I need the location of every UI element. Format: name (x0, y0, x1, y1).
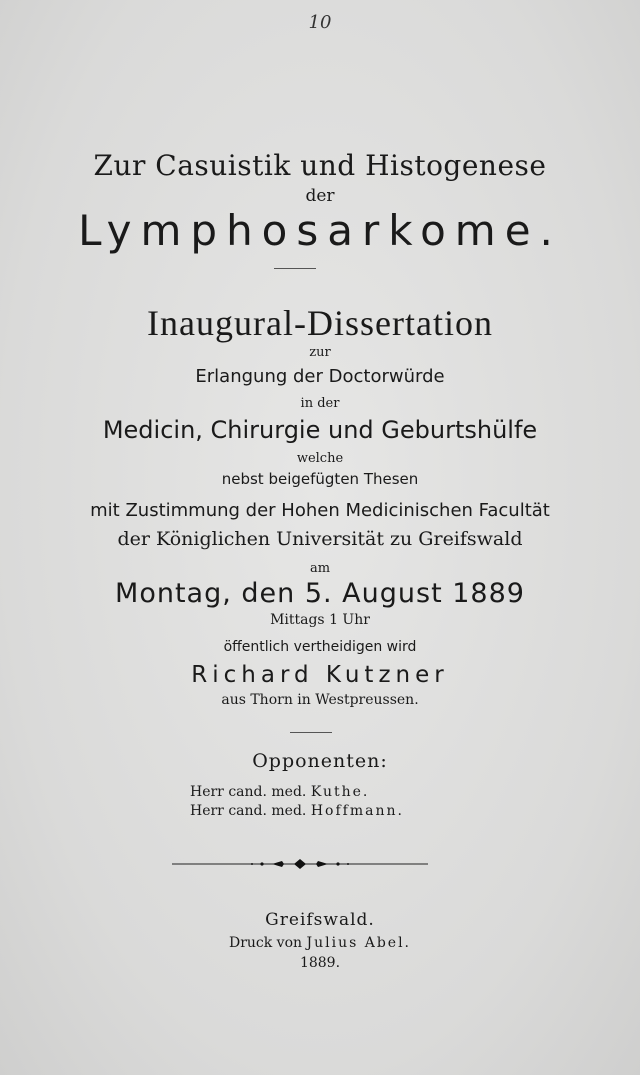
printer-line (0, 936, 640, 950)
opponent-1 (190, 785, 369, 799)
defense-date: Montag, den 5. August 1889 (115, 578, 525, 609)
ornamental-rule-icon (172, 857, 428, 871)
title-line-2: Lymphosarkome. (78, 206, 562, 255)
public-defense-text: öffentlich vertheidigen wird (223, 639, 417, 655)
theses-text: nebst beigefügten Thesen (221, 470, 419, 488)
welche-text: welche (296, 451, 344, 466)
opponent-1-prefix: Herr cand. med. (190, 784, 307, 800)
in-der-text: in der (300, 396, 340, 411)
printer-prefix: Druck von (228, 935, 303, 951)
title-line-1: Zur Casuistik und Histogenese (93, 149, 547, 182)
opponent-2 (190, 804, 404, 818)
degree-text: Erlangung der Doctorwürde (195, 366, 445, 387)
faculty-approval: mit Zustimmung der Hohen Medicinischen Facultät (90, 500, 550, 521)
dissertation-heading: Inaugural-Dissertation (147, 303, 493, 343)
print-year: 1889. (299, 955, 341, 971)
divider-rule (274, 268, 316, 269)
opponent-1-name: Kuthe. (310, 784, 370, 800)
handwritten-mark: 10 (308, 12, 332, 33)
printer-name: Julius Abel. (306, 935, 412, 951)
defense-time: Mittags 1 Uhr (270, 612, 370, 628)
opponents-heading: Opponenten: (252, 750, 388, 772)
faculty-subjects: Medicin, Chirurgie und Geburtshülfe (102, 416, 538, 444)
zur-text: zur (309, 345, 331, 360)
divider-rule (290, 732, 332, 733)
author-origin: aus Thorn in Westpreussen. (221, 692, 419, 708)
title-connector: der (305, 186, 335, 206)
place-of-print: Greifswald. (265, 910, 375, 930)
author-name: Richard Kutzner (191, 662, 449, 688)
opponent-2-name: Hoffmann. (310, 803, 404, 819)
university-name: der Königlichen Universität zu Greifswald (117, 528, 523, 550)
opponent-2-prefix: Herr cand. med. (190, 803, 307, 819)
am-text: am (309, 561, 331, 576)
